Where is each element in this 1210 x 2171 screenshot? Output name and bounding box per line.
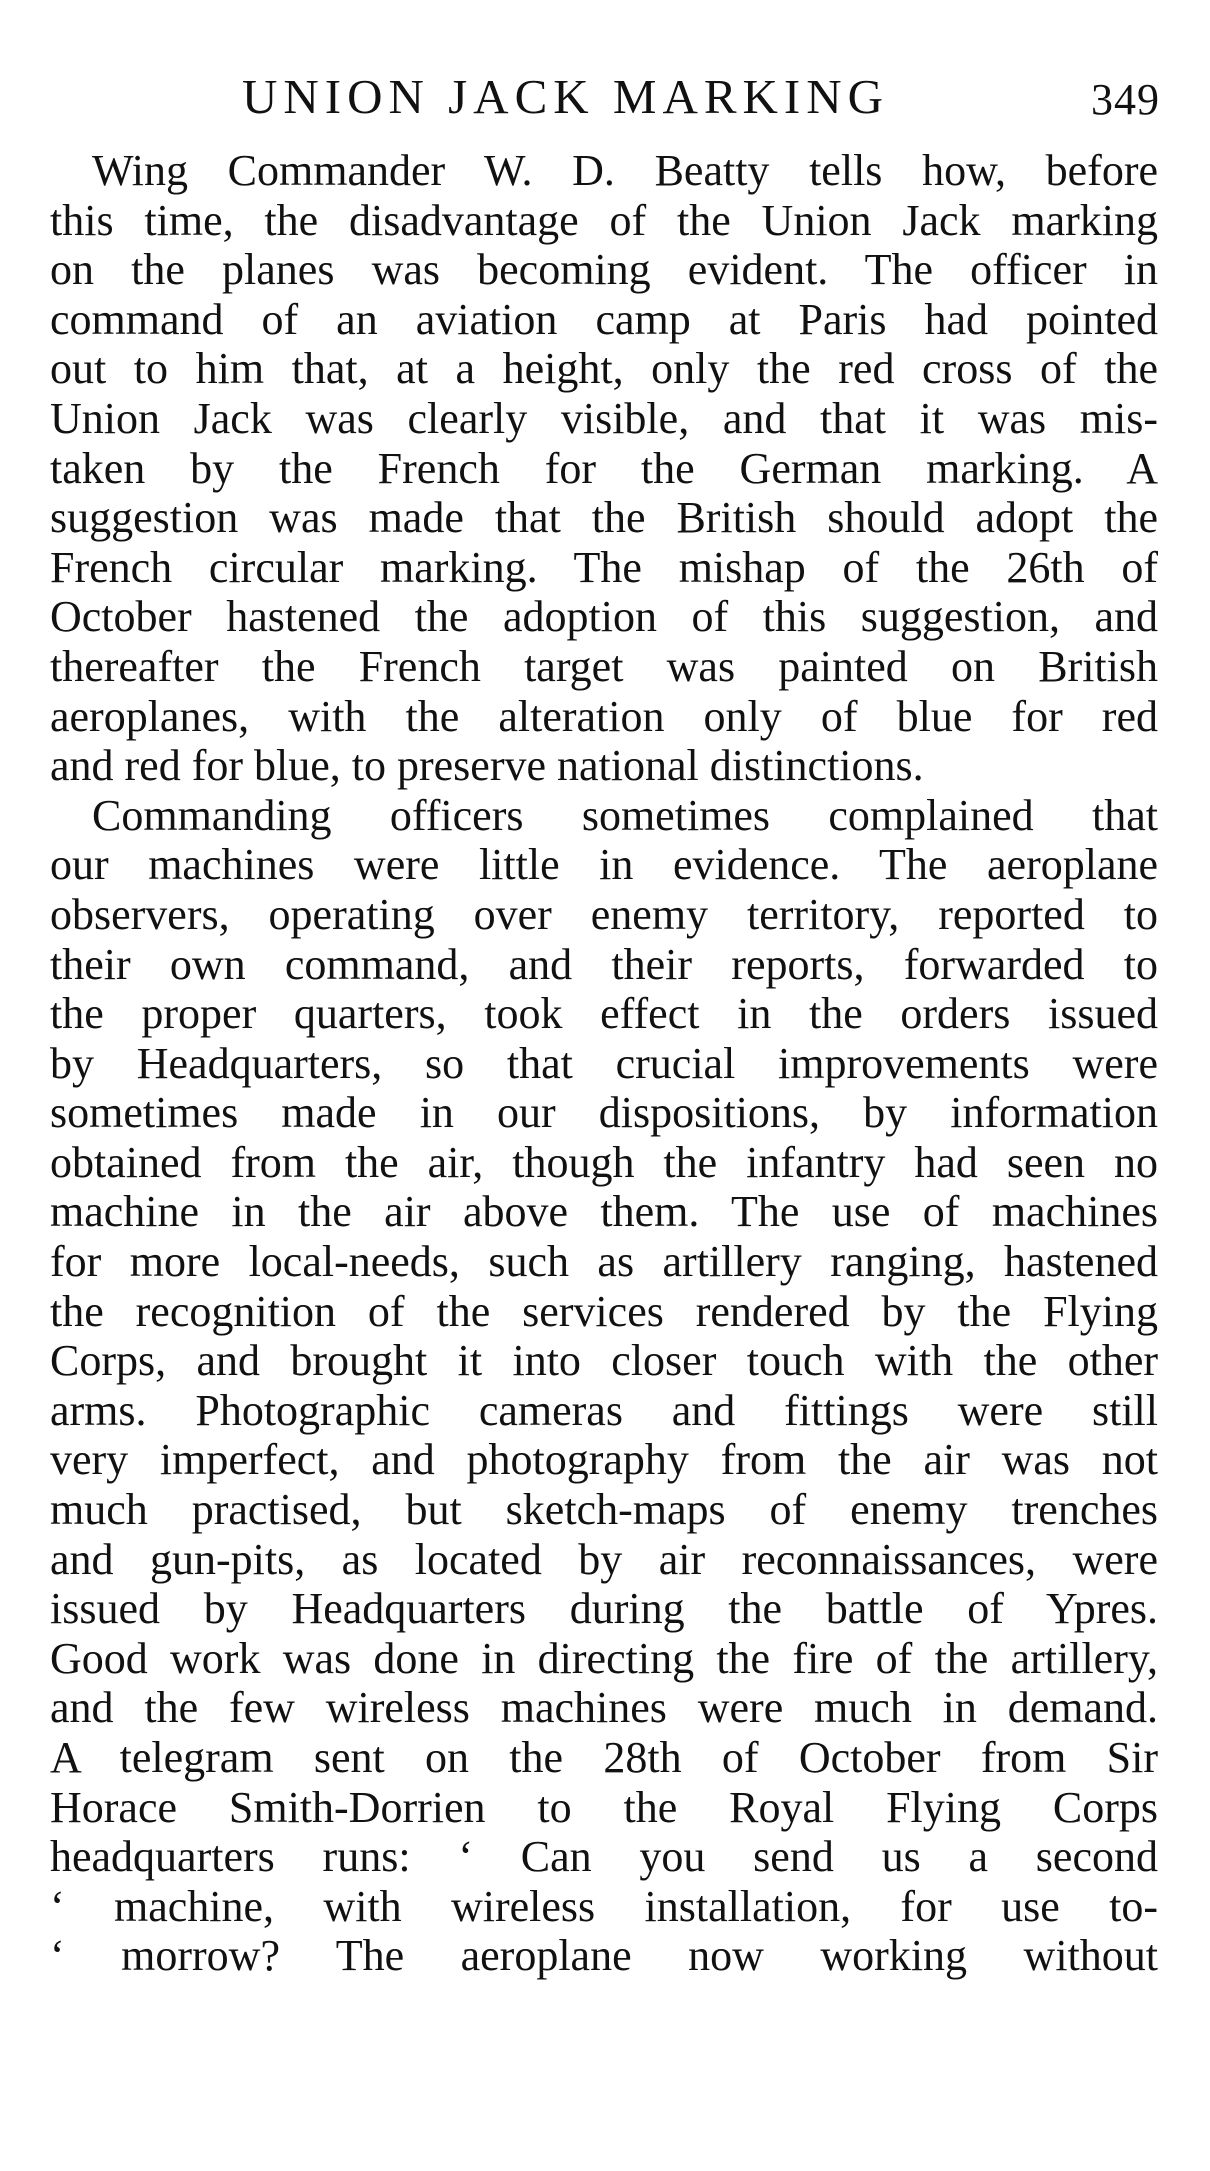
text-line: by Headquarters, so that crucial improvements were bbox=[50, 1038, 1158, 1088]
text-line: Commanding officers sometimes complained that bbox=[92, 790, 1158, 840]
text-line: Corps, and brought it into closer touch with the other bbox=[50, 1336, 1158, 1386]
text-line: machine in the air above them. The use of machines bbox=[50, 1187, 1158, 1237]
text-line: out to him that, at a height, only the red cross of the bbox=[50, 344, 1158, 394]
text-line: French circular marking. The mishap of the 26th of bbox=[50, 542, 1158, 592]
text-line: this time, the disadvantage of the Union Jack marking bbox=[50, 195, 1158, 245]
text-line: aeroplanes, with the alteration only of blue for red bbox=[50, 691, 1158, 741]
page-number: 349 bbox=[1091, 75, 1160, 124]
text-line: arms. Photographic cameras and fittings were still bbox=[50, 1385, 1158, 1435]
text-line: much practised, but sketch-maps of enemy trenches bbox=[50, 1485, 1158, 1535]
text-line: observers, operating over enemy territory, reported to bbox=[50, 889, 1158, 939]
text-line: taken by the French for the German marking. A bbox=[50, 443, 1158, 493]
paragraph-beatty-marking bbox=[50, 146, 1158, 791]
text-line: for more local-needs, such as artillery ranging, hastened bbox=[50, 1237, 1158, 1287]
text-line: very imperfect, and photography from the air was not bbox=[50, 1435, 1158, 1485]
text-line: headquarters runs: ‘ Can you send us a second bbox=[50, 1832, 1158, 1882]
text-line: obtained from the air, though the infantry had seen no bbox=[50, 1137, 1158, 1187]
text-line: command of an aviation camp at Paris had pointed bbox=[50, 294, 1158, 344]
text-line: their own command, and their reports, forwarded to bbox=[50, 939, 1158, 989]
text-line: Union Jack was clearly visible, and that it was mis- bbox=[50, 393, 1158, 443]
text-line: Wing Commander W. D. Beatty tells how, before bbox=[92, 146, 1158, 195]
text-line: issued by Headquarters during the battle of Ypres. bbox=[50, 1584, 1158, 1634]
body-text bbox=[50, 146, 1158, 1981]
text-line: and gun-pits, as located by air reconnaissances, were bbox=[50, 1534, 1158, 1584]
text-line: on the planes was becoming evident. The officer in bbox=[50, 245, 1158, 295]
text-line: suggestion was made that the British should adopt the bbox=[50, 493, 1158, 543]
text-line: ‘ machine, with wireless installation, for use to- bbox=[50, 1881, 1158, 1931]
text-line: the recognition of the services rendered by the Flying bbox=[50, 1286, 1158, 1336]
paragraph-commanding-officers bbox=[50, 791, 1158, 1981]
running-title: UNION JACK MARKING bbox=[242, 69, 889, 124]
text-line: October hastened the adoption of this suggestion, and bbox=[50, 592, 1158, 642]
text-line: ‘ morrow? The aeroplane now working without bbox=[50, 1931, 1158, 1981]
text-line: Good work was done in directing the fire of the artillery, bbox=[50, 1633, 1158, 1683]
text-line: A telegram sent on the 28th of October from Sir bbox=[50, 1733, 1158, 1782]
text-line: the proper quarters, took effect in the orders issued bbox=[50, 989, 1158, 1039]
text-line: and red for blue, to preserve national distinctions. bbox=[50, 741, 924, 791]
text-line: thereafter the French target was painted on British bbox=[50, 641, 1158, 691]
text-line: and the few wireless machines were much in demand. bbox=[50, 1683, 1158, 1733]
text-line: sometimes made in our dispositions, by information bbox=[50, 1088, 1158, 1138]
text-line: our machines were little in evidence. The aeroplane bbox=[50, 840, 1158, 890]
running-head bbox=[50, 62, 1160, 132]
text-line: Horace Smith-Dorrien to the Royal Flying Corps bbox=[50, 1782, 1158, 1832]
